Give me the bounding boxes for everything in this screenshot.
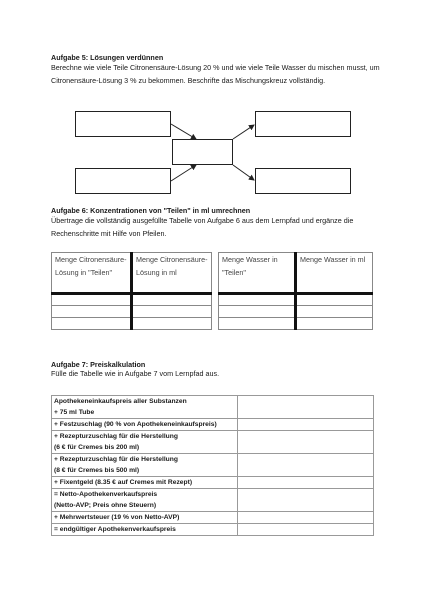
arrow-top-left-to-center bbox=[171, 124, 196, 139]
aufgabe7-text: Fülle die Tabelle wie in Aufgabe 7 vom Lernpfad aus. bbox=[51, 369, 220, 378]
row-label: + Rezepturzuschlag für die Herstellung (8 € für Cremes bis 500 ml) bbox=[52, 454, 238, 477]
table-row bbox=[52, 396, 374, 419]
aufgabe6-title: Aufgabe 6: Konzentrationen von "Teilen" in ml umrechnen bbox=[51, 206, 251, 215]
value-cell[interactable] bbox=[238, 489, 374, 512]
value-cell[interactable] bbox=[238, 431, 374, 454]
table-cell[interactable] bbox=[296, 306, 373, 318]
price-calculation-table bbox=[51, 395, 374, 536]
table-cell[interactable] bbox=[296, 318, 373, 330]
row-label: Apothekeneinkaufspreis aller Substanzen + 75 ml Tube bbox=[52, 396, 238, 419]
aufgabe5-text: Berechne wie viele Teile Citronensäure-Lösung 20 % und wie viele Teile Wasser du mischen musst, um Citronensäure-Lösung 3 % zu bekommen. Beschrifte das Mischungskreuz vollständig. bbox=[51, 63, 380, 85]
header-citronensaeure-ml: Menge Citronensäure-Lösung in ml bbox=[132, 253, 212, 294]
header-citronensaeure-teile: Menge Citronensäure-Lösung in "Teilen" bbox=[52, 253, 132, 294]
table-cell[interactable] bbox=[219, 294, 296, 306]
row-label: = Netto-Apothekenverkaufspreis (Netto-AVP; Preis ohne Steuern) bbox=[52, 489, 238, 512]
table-citronensaeure bbox=[51, 252, 212, 330]
row-label: + Festzuschlag (90 % von Apothekeneinkaufspreis) bbox=[52, 419, 238, 431]
aufgabe5-title: Aufgabe 5: Lösungen verdünnen bbox=[51, 53, 164, 62]
table-cell[interactable] bbox=[132, 318, 212, 330]
table-cell[interactable] bbox=[132, 294, 212, 306]
value-cell[interactable] bbox=[238, 477, 374, 489]
table-cell[interactable] bbox=[219, 306, 296, 318]
table-wasser bbox=[218, 252, 373, 330]
table-row bbox=[52, 431, 374, 454]
value-cell[interactable] bbox=[238, 419, 374, 431]
table-row bbox=[52, 512, 374, 524]
table-row bbox=[52, 419, 374, 431]
value-cell[interactable] bbox=[238, 524, 374, 536]
value-cell[interactable] bbox=[238, 396, 374, 419]
table-cell[interactable] bbox=[52, 318, 132, 330]
table-row bbox=[52, 489, 374, 512]
table-row bbox=[52, 477, 374, 489]
aufgabe7-title: Aufgabe 7: Preiskalkulation bbox=[51, 360, 146, 369]
table-cell[interactable] bbox=[132, 306, 212, 318]
header-wasser-ml: Menge Wasser in ml bbox=[296, 253, 373, 294]
row-label: + Fixentgeld (8.35 € auf Cremes mit Rezept) bbox=[52, 477, 238, 489]
table-cell[interactable] bbox=[52, 294, 132, 306]
value-cell[interactable] bbox=[238, 454, 374, 477]
row-label: + Rezepturzuschlag für die Herstellung (6 € für Cremes bis 200 ml) bbox=[52, 431, 238, 454]
arrow-center-to-top-right bbox=[233, 125, 254, 139]
aufgabe6-text: Übertrage die vollständig ausgefüllte Tabelle von Aufgabe 6 aus dem Lernpfad und ergänze die Rechenschritte mit Hilfe von Pfeilen. bbox=[51, 216, 354, 238]
table-cell[interactable] bbox=[219, 318, 296, 330]
row-label: + Mehrwertsteuer (19 % von Netto-AVP) bbox=[52, 512, 238, 524]
value-cell[interactable] bbox=[238, 512, 374, 524]
header-wasser-teile: Menge Wasser in "Teilen" bbox=[219, 253, 296, 294]
arrow-bottom-left-to-center bbox=[171, 165, 196, 181]
table-row bbox=[52, 524, 374, 536]
arrow-center-to-bottom-right bbox=[233, 165, 254, 180]
table-row bbox=[52, 454, 374, 477]
table-cell[interactable] bbox=[52, 306, 132, 318]
table-cell[interactable] bbox=[296, 294, 373, 306]
row-label: = endgültiger Apothekenverkaufspreis bbox=[52, 524, 238, 536]
